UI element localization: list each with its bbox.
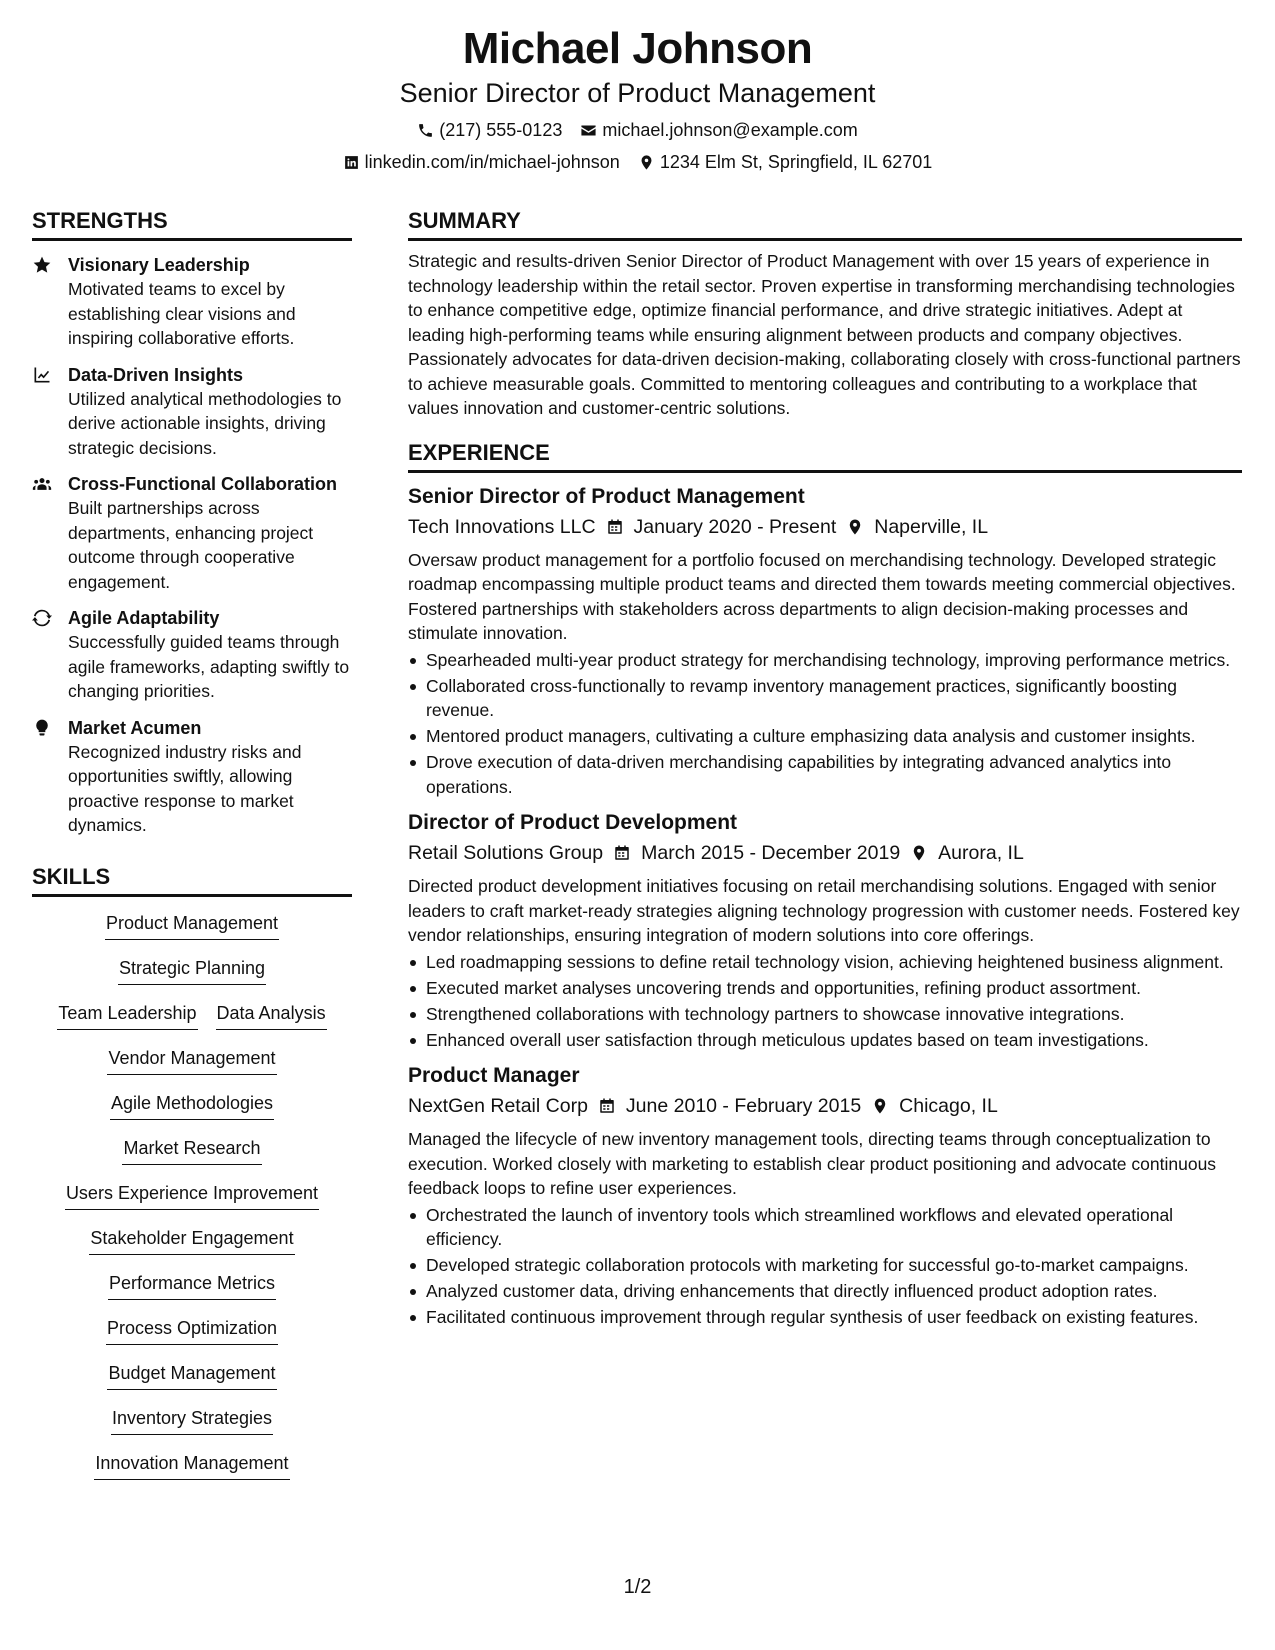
job-title: Product Manager xyxy=(408,1064,580,1087)
skills-list xyxy=(32,911,352,1496)
map-marker-icon xyxy=(910,844,928,862)
sync-icon xyxy=(32,608,52,628)
strength-item xyxy=(32,363,352,461)
skill-tag: Team Leadership xyxy=(57,1001,197,1030)
skill-tag: Product Management xyxy=(105,911,279,940)
contact-row-primary xyxy=(0,118,1275,142)
linkedin-text: linkedin.com/in/michael-johnson xyxy=(364,152,620,172)
job-dates: March 2015 - December 2019 xyxy=(641,842,901,864)
calendar-icon xyxy=(598,1097,616,1115)
job-dates: January 2020 - Present xyxy=(633,515,837,538)
strength-description: Recognized industry risks and opportunities swiftly, allowing proactive response to market dynamics. xyxy=(68,741,302,835)
lightbulb-icon xyxy=(32,718,52,738)
job-bullets xyxy=(408,648,1242,800)
chart-line-icon xyxy=(32,365,52,385)
map-marker-icon xyxy=(871,1097,889,1115)
skill-tag: Budget Management xyxy=(107,1361,276,1390)
phone-contact[interactable] xyxy=(417,118,562,142)
company-name: Tech Innovations LLC xyxy=(408,515,596,538)
email-text: michael.johnson@example.com xyxy=(602,120,858,140)
skill-tag: Data Analysis xyxy=(216,1001,327,1030)
calendar-icon xyxy=(606,518,624,536)
calendar-icon xyxy=(613,844,631,862)
skill-tag: Users Experience Improvement xyxy=(65,1181,319,1210)
users-icon xyxy=(32,474,52,494)
map-marker-icon xyxy=(846,518,864,536)
envelope-icon xyxy=(580,122,597,139)
bullet-item: Enhanced overall user satisfaction through meticulous updates based on team investigations. xyxy=(408,1028,1242,1053)
bullet-item: Developed strategic collaboration protocols with marketing for successful go-to-market campaigns. xyxy=(408,1253,1242,1278)
job-location: Chicago, IL xyxy=(899,1095,998,1117)
strength-title: Cross-Functional Collaboration xyxy=(68,474,338,494)
job-description: Directed product development initiatives focusing on retail merchandising solutions. Engaged with senior leaders to craft market-ready strategies aligning technology progression with customer needs. Fostered key vendor relationships, ensuring integration of modern solutions into core offerings. xyxy=(408,876,1240,945)
linkedin-contact[interactable] xyxy=(343,150,620,174)
strength-description: Utilized analytical methodologies to derive actionable insights, driving strategic decisions. xyxy=(68,388,342,458)
bullet-item: Executed market analyses uncovering trends and opportunities, refining product assortment. xyxy=(408,976,1242,1001)
contact-row-secondary xyxy=(0,150,1275,174)
job-description: Oversaw product management for a portfolio focused on merchandising technology. Developed strategic roadmap encompassing multiple product teams and directed them towards meeting commercial objectives. Fostered partnerships with stakeholders across departments to align decision-making processes and stimulate innovation. xyxy=(408,549,1236,643)
skills-heading: SKILLS xyxy=(32,862,352,897)
skill-tag: Process Optimization xyxy=(106,1316,278,1345)
strength-title: Agile Adaptability xyxy=(68,608,220,628)
resume-header xyxy=(0,22,1275,174)
skill-tag: Vendor Management xyxy=(107,1046,276,1075)
job-title: Senior Director of Product Management xyxy=(408,484,805,508)
job-bullets xyxy=(408,950,1242,1053)
linkedin-icon xyxy=(343,154,360,171)
job-entry xyxy=(408,1062,1242,1330)
skill-tag: Stakeholder Engagement xyxy=(89,1226,294,1255)
strength-item xyxy=(32,472,352,594)
bullet-item: Led roadmapping sessions to define retail technology vision, achieving heightened business alignment. xyxy=(408,950,1242,975)
job-location: Aurora, IL xyxy=(938,842,1024,864)
strength-description: Motivated teams to excel by establishing clear visions and inspiring collaborative efforts. xyxy=(68,279,296,348)
address-text: 1234 Elm St, Springfield, IL 62701 xyxy=(659,152,933,172)
job-location: Naperville, IL xyxy=(874,515,989,538)
job-entry xyxy=(408,809,1242,1052)
experience-section xyxy=(408,438,1242,1330)
strength-title: Market Acumen xyxy=(68,717,202,738)
page-number: 1/2 xyxy=(623,1576,652,1598)
map-marker-icon xyxy=(638,154,655,171)
bullet-item: Analyzed customer data, driving enhancements that directly influenced product adoption rates. xyxy=(408,1279,1242,1304)
strength-title: Visionary Leadership xyxy=(68,255,250,275)
phone-text: (217) 555-0123 xyxy=(439,120,563,140)
skill-tag: Inventory Strategies xyxy=(111,1406,273,1435)
job-title: Director of Product Development xyxy=(408,811,738,834)
bullet-item: Spearheaded multi-year product strategy for merchandising technology, improving performance metrics. xyxy=(408,648,1242,673)
bullet-item: Drove execution of data-driven merchandising capabilities by integrating advanced analytics into operations. xyxy=(408,750,1242,799)
job-description: Managed the lifecycle of new inventory management tools, directing teams through conceptualization to execution. Worked closely with marketing to establish clear product positioning and advocate continuous feedback loops to refine user experiences. xyxy=(408,1129,1217,1198)
bullet-item: Mentored product managers, cultivating a culture emphasizing data analysis and customer insights. xyxy=(408,724,1242,749)
phone-icon xyxy=(417,122,434,139)
job-bullets xyxy=(408,1203,1242,1330)
skill-tag: Innovation Management xyxy=(94,1451,289,1480)
strength-item xyxy=(32,716,352,838)
strength-description: Built partnerships across departments, enhancing project outcome through cooperative engagement. xyxy=(68,498,314,592)
strengths-heading: STRENGTHS xyxy=(32,206,352,241)
bullet-item: Collaborated cross-functionally to revamp inventory management practices, significantly boosting revenue. xyxy=(408,674,1242,723)
strength-item xyxy=(32,253,352,351)
candidate-name: Michael Johnson xyxy=(462,24,813,73)
strength-title: Data-Driven Insights xyxy=(68,364,244,385)
skill-tag: Agile Methodologies xyxy=(110,1091,274,1120)
left-column xyxy=(32,206,352,1496)
bullet-item: Facilitated continuous improvement through regular synthesis of user feedback on existing features. xyxy=(408,1305,1242,1330)
experience-heading: EXPERIENCE xyxy=(408,438,1242,473)
star-icon xyxy=(32,255,52,275)
job-dates: June 2010 - February 2015 xyxy=(625,1095,862,1117)
summary-heading: SUMMARY xyxy=(408,206,1242,241)
right-column xyxy=(408,206,1242,1331)
address-contact xyxy=(638,150,933,174)
job-entry xyxy=(408,483,1242,800)
job-meta xyxy=(408,839,1242,867)
skill-tag: Market Research xyxy=(122,1136,261,1165)
strength-description: Successfully guided teams through agile frameworks, adapting swiftly to changing priorities. xyxy=(68,632,350,701)
email-contact[interactable] xyxy=(580,118,857,142)
bullet-item: Strengthened collaborations with technology partners to showcase innovative integrations. xyxy=(408,1002,1242,1027)
job-meta xyxy=(408,1092,1242,1120)
candidate-headline: Senior Director of Product Management xyxy=(399,78,876,108)
job-meta xyxy=(408,513,1242,541)
strength-item xyxy=(32,606,352,704)
skill-tag: Performance Metrics xyxy=(108,1271,276,1300)
company-name: NextGen Retail Corp xyxy=(408,1095,588,1117)
bullet-item: Orchestrated the launch of inventory tools which streamlined workflows and elevated operational efficiency. xyxy=(408,1203,1242,1252)
company-name: Retail Solutions Group xyxy=(408,842,604,864)
skill-tag: Strategic Planning xyxy=(118,956,266,985)
summary-text: Strategic and results-driven Senior Director of Product Management with over 15 years of experience in technology leadership within the retail sector. Proven expertise in transforming merchandising technologies to enhance competitive edge, optimize financial performance, and drive strategic initiatives. Adept at leading high-performing teams while ensuring alignment between products and company objectives. Passionately advocates for data-driven decision-making, collaborating closely with cross-functional partners to achieve measurable goals. Committed to mentoring colleagues and contributing to a workplace that values innovation and customer-centric solutions. xyxy=(408,251,1241,418)
